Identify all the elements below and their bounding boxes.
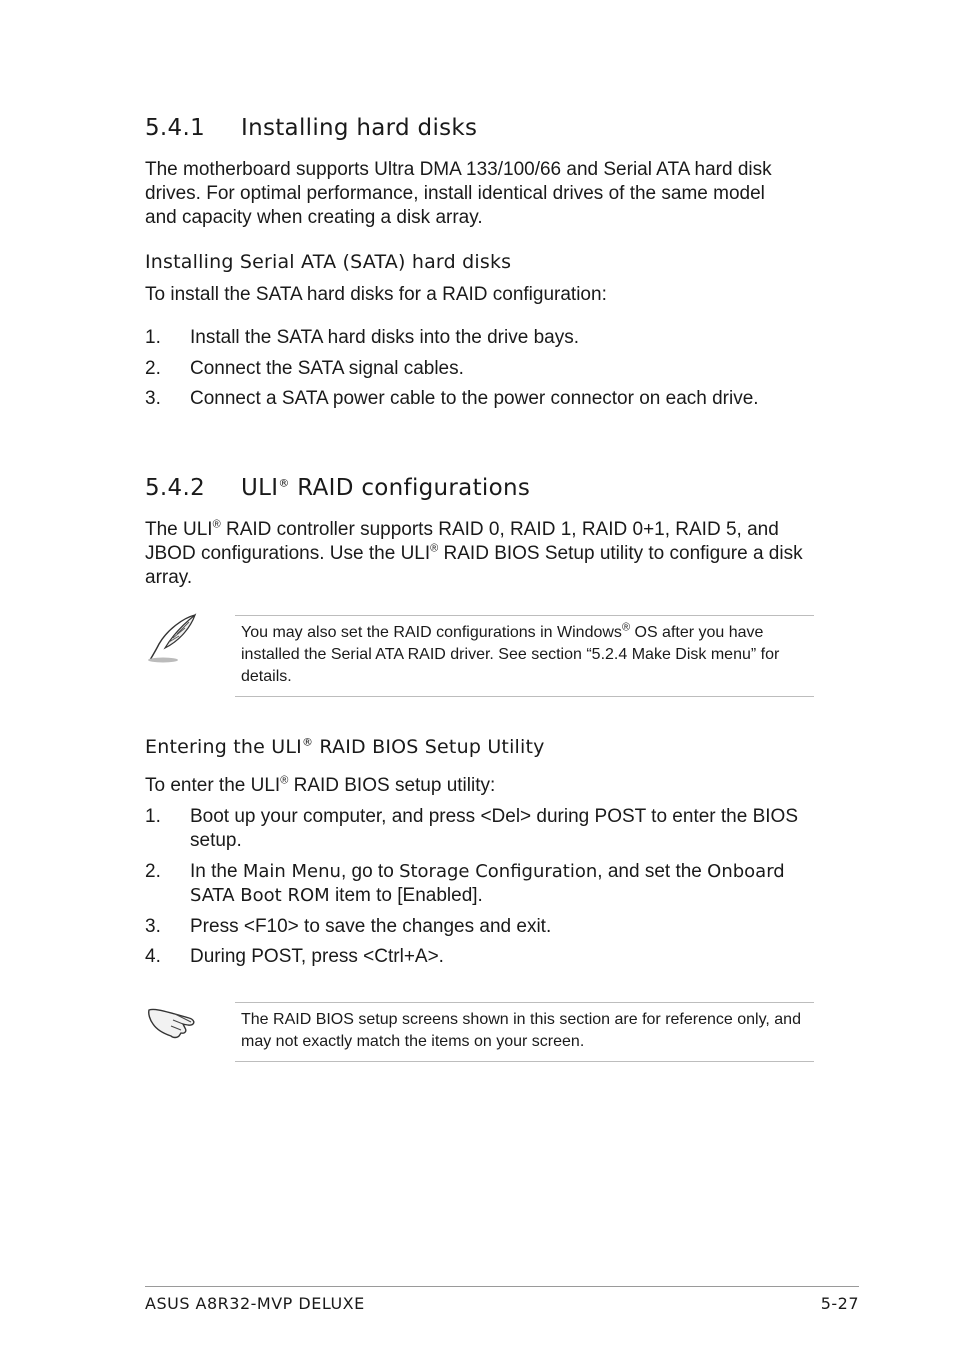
section-heading-installing-hard-disks	[145, 115, 477, 141]
list-item	[145, 860, 825, 908]
section-number: 5.4.1	[145, 115, 206, 141]
list-number: 4.	[145, 946, 161, 967]
list-text: During POST, press <Ctrl+A>.	[190, 946, 444, 967]
list-text: Connect a SATA power cable to the power connector on each drive.	[190, 388, 759, 409]
list-number: 3.	[145, 916, 161, 937]
feather-pen-icon	[145, 612, 200, 664]
list-text: Press <F10> to save the changes and exit.	[190, 916, 552, 937]
uli-paragraph: The ULI® RAID controller supports RAID 0, RAID 1, RAID 0+1, RAID 5, and JBOD configurations. Use the ULI® RAID BIOS Setup utility to configure a disk array.	[145, 518, 803, 588]
note-text: You may also set the RAID configurations in Windows® OS after you have installed the Serial ATA RAID driver. See section “5.2.4 Make Disk menu” for details.	[241, 621, 780, 685]
menu-keyword: Onboard SATA Boot ROM	[190, 861, 785, 906]
list-number: 1.	[145, 806, 161, 827]
subheading-entering-uli: Entering the ULI® RAID BIOS Setup Utility	[145, 735, 545, 758]
list-item	[145, 326, 825, 350]
footer-rule	[145, 1286, 859, 1287]
entering-intro: To enter the ULI® RAID BIOS setup utility:	[145, 774, 496, 796]
note-bottom-rule	[235, 696, 814, 697]
list-item	[145, 387, 825, 411]
note-text: The RAID BIOS setup screens shown in this section are for reference only, and may not exactly match the items on your screen.	[241, 1011, 801, 1050]
list-text: In the Main Menu, go to Storage Configuration, and set the Onboard SATA Boot ROM item to [Enabled].	[190, 861, 785, 906]
list-item	[145, 945, 825, 969]
menu-keyword: Main Menu	[242, 861, 341, 882]
note-bottom-rule	[235, 1061, 814, 1062]
list-item	[145, 805, 825, 853]
list-number: 2.	[145, 358, 161, 379]
list-number: 3.	[145, 388, 161, 409]
intro-paragraph: The motherboard supports Ultra DMA 133/100/66 and Serial ATA hard disk drives. For optimal performance, install identical drives of the same model and capacity when creating a disk array.	[145, 159, 772, 228]
list-item	[145, 357, 825, 381]
list-number: 1.	[145, 327, 161, 348]
note-top-rule	[235, 615, 814, 616]
section-heading-uli-raid	[145, 475, 530, 501]
footer-product-name: ASUS A8R32-MVP DELUXE	[145, 1294, 365, 1313]
list-item	[145, 915, 825, 939]
list-text: Install the SATA hard disks into the drive bays.	[190, 327, 579, 348]
section-number: 5.4.2	[145, 475, 206, 501]
subheading-sata: Installing Serial ATA (SATA) hard disks	[145, 251, 512, 273]
list-text: Connect the SATA signal cables.	[190, 358, 464, 379]
section-title: Installing hard disks	[241, 115, 478, 141]
menu-keyword: Storage Configuration	[399, 861, 598, 882]
sata-intro: To install the SATA hard disks for a RAID configuration:	[145, 284, 607, 305]
pointing-hand-icon	[145, 1000, 200, 1042]
note-top-rule	[235, 1002, 814, 1003]
registered-mark: ®	[278, 476, 290, 490]
section-title-part: ULI	[241, 475, 279, 501]
list-text: Boot up your computer, and press <Del> during POST to enter the BIOS setup.	[190, 806, 798, 851]
section-title-part: RAID configurations	[289, 475, 531, 501]
list-number: 2.	[145, 861, 161, 882]
footer-page-number: 5-27	[820, 1294, 859, 1313]
